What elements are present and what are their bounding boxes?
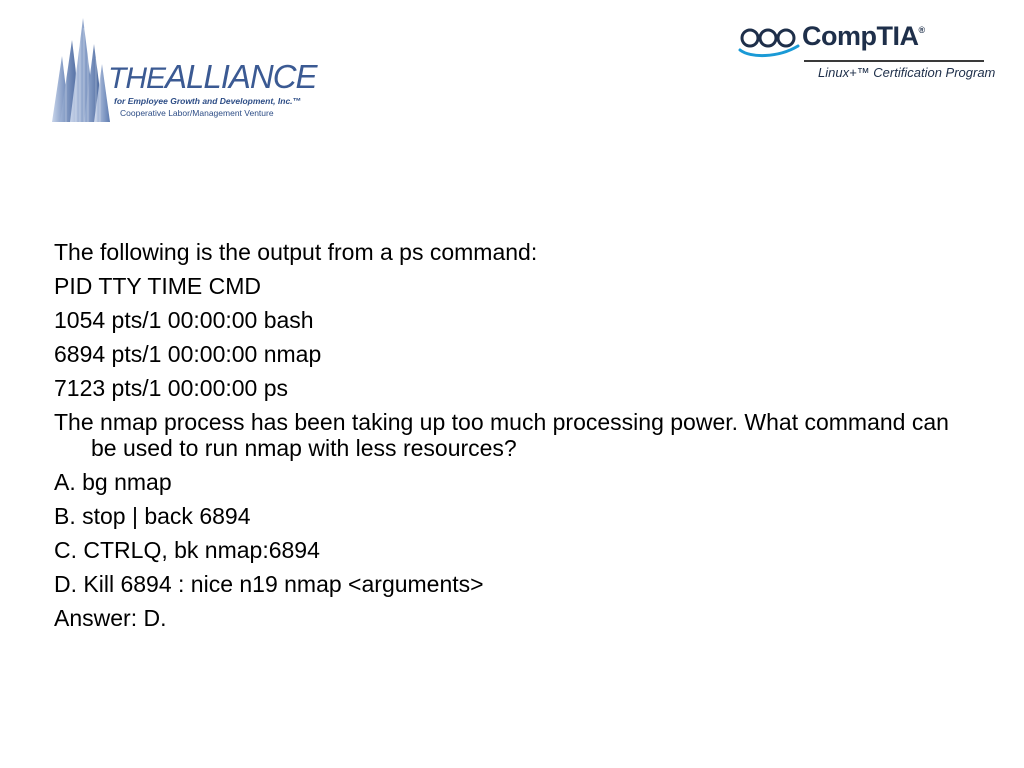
answer-option-b: B. stop | back 6894 [54,503,251,529]
correct-answer: Answer: D. [54,605,167,631]
comptia-program-label: Linux+™ Certification Program [818,65,996,80]
slide-body [54,239,974,639]
alliance-building-icon [50,18,110,124]
comptia-divider [804,60,984,62]
alliance-wordmark-name: ALLIANCE [165,58,317,95]
ps-output-row: 1054 pts/1 00:00:00 bash [54,307,314,333]
question-intro: The following is the output from a ps command: [54,239,538,265]
alliance-wordmark [108,60,317,94]
ps-output-row: 6894 pts/1 00:00:00 nmap [54,341,322,367]
alliance-tagline: for Employee Growth and Development, Inc.™ [114,96,302,106]
comptia-logo [738,20,996,92]
ps-output-row: 7123 pts/1 00:00:00 ps [54,375,289,401]
comptia-registered-mark: ® [918,25,925,35]
question-text: The nmap process has been taking up too much processing power. What command can be used to run nmap with less resources? [54,409,949,461]
alliance-logo [50,18,317,126]
alliance-subline: Cooperative Labor/Management Venture [120,108,274,118]
comptia-name-text: CompTIA [802,21,919,51]
comptia-name [802,23,925,50]
answer-option-d: D. Kill 6894 : nice n19 nmap <arguments> [54,571,484,597]
alliance-wordmark-the: THE [108,62,165,95]
answer-option-a: A. bg nmap [54,469,172,495]
comptia-circles-icon [738,24,800,58]
ps-output-header: PID TTY TIME CMD [54,273,262,299]
answer-option-c: C. CTRLQ, bk nmap:6894 [54,537,320,563]
